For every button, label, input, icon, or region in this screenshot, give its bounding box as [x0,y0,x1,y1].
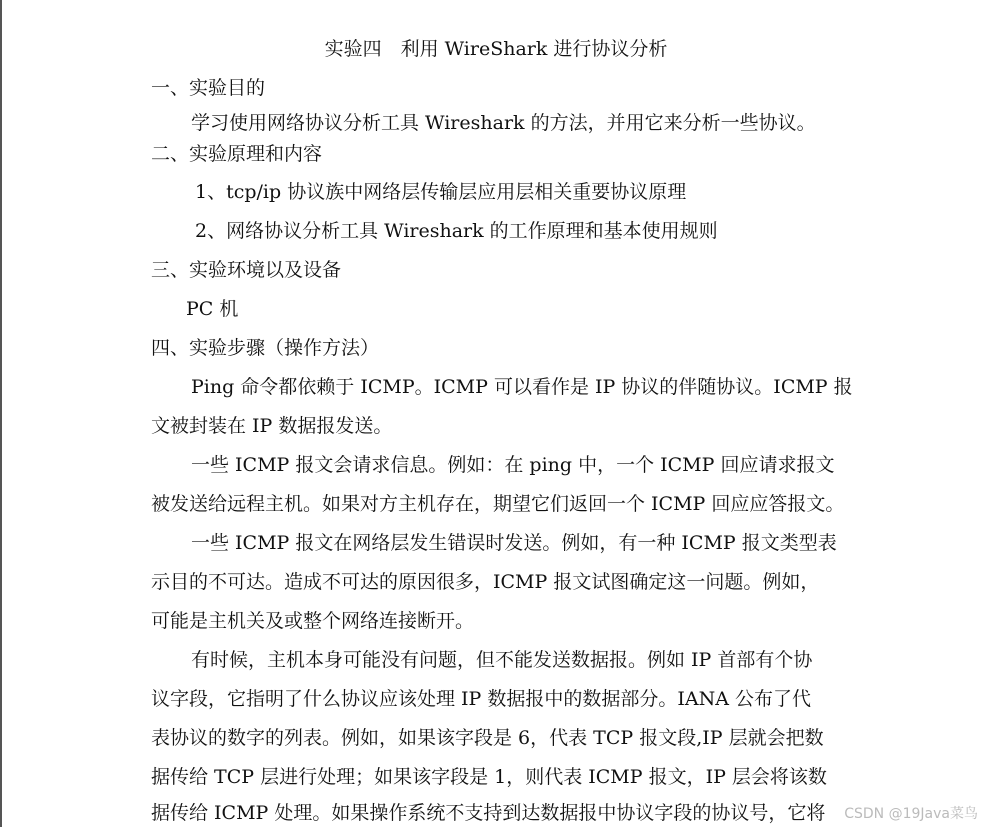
paragraph-line: 一些 ICMP 报文会请求信息。例如：在 ping 中，一个 ICMP 回应请求报文 [191,454,835,476]
paragraph-line: 有时候，主机本身可能没有问题，但不能发送数据报。例如 IP 首部有个协 [191,649,813,671]
paragraph-line: 被发送给远程主机。如果对方主机存在，期望它们返回一个 ICMP 回应应答报文。 [151,493,845,515]
section-heading-3: 三、实验环境以及设备 [151,259,342,281]
section-body-3: PC 机 [186,298,239,320]
section-heading-2: 二、实验原理和内容 [151,143,323,165]
paragraph-line: 文被封装在 IP 数据报发送。 [151,415,393,437]
document-title: 实验四 利用 WireShark 进行协议分析 [324,38,668,60]
section-heading-4: 四、实验步骤（操作方法） [151,337,380,359]
section-heading-1: 一、实验目的 [151,77,266,99]
paragraph-line: 一些 ICMP 报文在网络层发生错误时发送。例如，有一种 ICMP 报文类型表 [191,532,837,554]
paragraph-line: Ping 命令都依赖于 ICMP。ICMP 可以看作是 IP 协议的伴随协议。ICMP 报 [191,376,853,398]
paragraph-line: 据传给 TCP 层进行处理；如果该字段是 1，则代表 ICMP 报文，IP 层会将该数 [151,766,827,788]
paragraph-line: 示目的不可达。造成不可达的原因很多，ICMP 报文试图确定这一问题。例如， [151,571,820,593]
section2-item-1: 1、tcp/ip 协议族中网络层传输层应用层相关重要协议原理 [195,181,687,203]
paragraph-line: 议字段，它指明了什么协议应该处理 IP 数据报中的数据部分。IANA 公布了代 [151,688,811,710]
watermark-text: CSDN @19Java菜鸟 [844,806,978,822]
section2-item-2: 2、网络协议分析工具 Wireshark 的工作原理和基本使用规则 [195,220,718,242]
paragraph-line: 据传给 ICMP 处理。如果操作系统不支持到达数据报中协议字段的协议号，它将 [151,802,826,824]
section-body-1: 学习使用网络协议分析工具 Wireshark 的方法，并用它来分析一些协议。 [191,112,816,134]
page-edge [0,0,2,827]
paragraph-line: 可能是主机关及或整个网络连接断开。 [151,610,475,632]
paragraph-line: 表协议的数字的列表。例如，如果该字段是 6，代表 TCP 报文段,IP 层就会把数 [151,727,824,749]
